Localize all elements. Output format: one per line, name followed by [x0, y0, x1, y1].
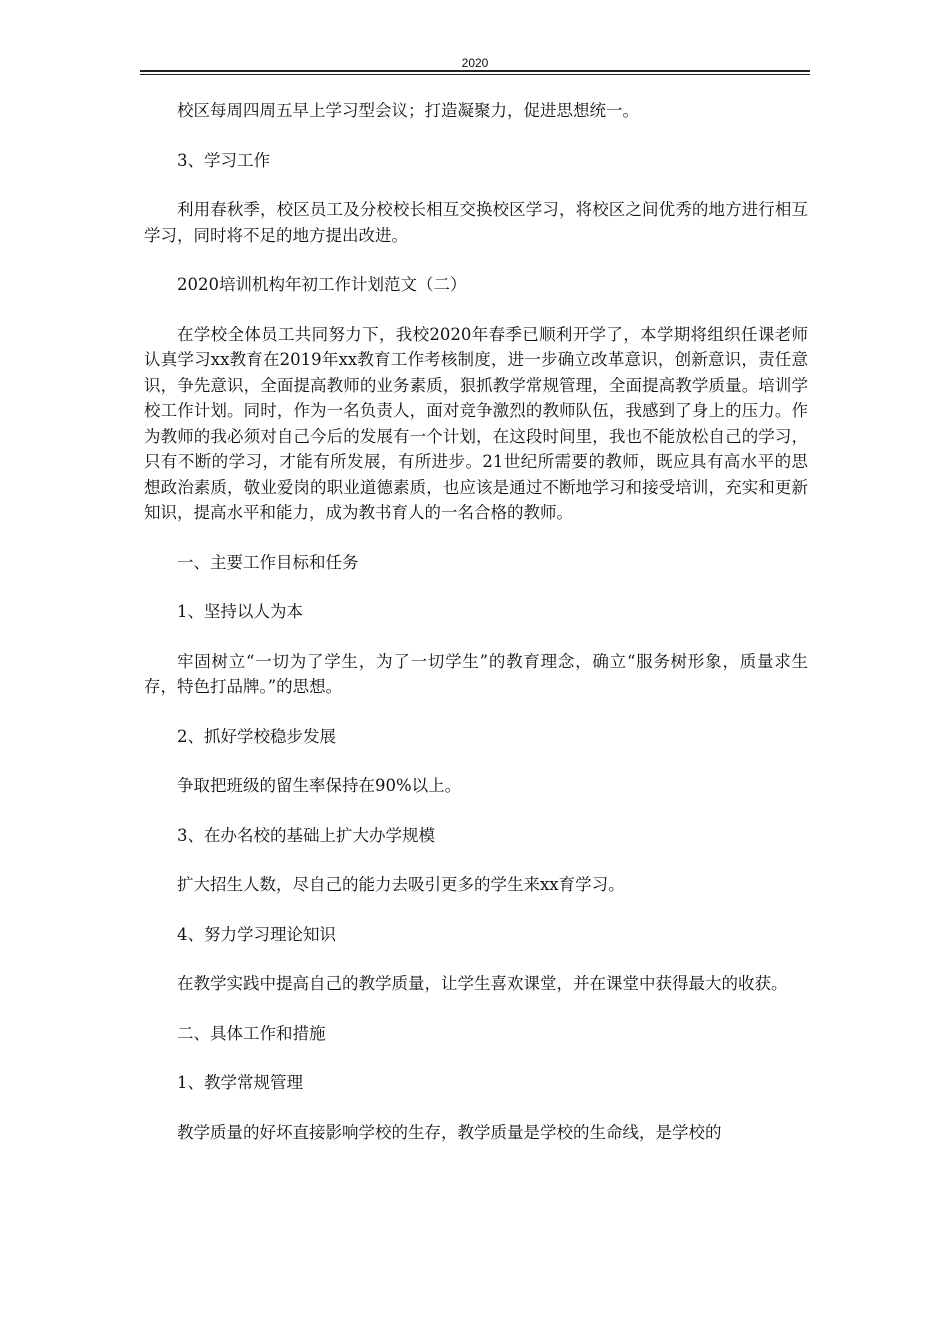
paragraph-teaching-quality: 在教学实践中提高自己的教学质量，让学生喜欢课堂，并在课堂中获得最大的收获。 [177, 974, 788, 993]
document-body [144, 98, 808, 1145]
heading-theory: 4、努力学习理论知识 [177, 924, 336, 944]
header-rule-thin [140, 74, 810, 75]
heading-main-goals: 一、主要工作目标和任务 [177, 552, 359, 572]
paragraph-philosophy: 牢固树立“一切为了学生，为了一切学生”的教育理念，确立“服务树形象，质量求生存，特色打品牌。”的思想。 [144, 651, 808, 696]
paragraph-enrollment: 扩大招生人数，尽自己的能力去吸引更多的学生来xx育学习。 [177, 875, 625, 894]
paragraph-meeting: 校区每周四周五早上学习型会议；打造凝聚力，促进思想统一。 [177, 101, 639, 120]
paragraph-retention: 争取把班级的留生率保持在90%以上。 [177, 776, 462, 795]
section-title: 2020培训机构年初工作计划范文（二） [177, 275, 467, 294]
header-rule-thick [140, 70, 810, 72]
page-header [140, 56, 810, 76]
heading-routine-management: 1、教学常规管理 [177, 1073, 303, 1092]
paragraph-quality-lifeline: 教学质量的好坏直接影响学校的生存，教学质量是学校的生命线，是学校的 [177, 1122, 722, 1142]
heading-measures: 二、具体工作和措施 [177, 1023, 326, 1043]
heading-study-work: 3、学习工作 [177, 150, 270, 170]
paragraph-exchange: 利用春秋季，校区员工及分校校长相互交换校区学习，将校区之间优秀的地方进行相互学习，同时将不足的地方提出改进。 [144, 200, 808, 245]
heading-people-first: 1、坚持以人为本 [177, 602, 303, 621]
heading-steady-development: 2、抓好学校稳步发展 [177, 726, 336, 746]
paragraph-intro: 在学校全体员工共同努力下，我校2020年春季已顺利开学了，本学期将组织任课老师认真学习xx教育在2019年xx教育工作考核制度，进一步确立改革意识，创新意识，责任意识，争先意识，全面提高教师的业务素质，狠抓教学常规管理，全面提高教学质量。培训学校工作计划。同时，作为一名负责人，面对竞争激烈的教师队伍，我感到了身上的压力。作为教师的我必须对自己今后的发展有一个计划，在这段时间里，我也不能放松自己的学习，只有不断的学习，才能有所发展，有所进步。21世纪所需要的教师，既应具有高水平的思想政治素质，敬业爱岗的职业道德素质，也应该是通过不断地学习和接受培训，充实和更新知识，提高水平和能力，成为教书育人的一名合格的教师。 [144, 324, 808, 522]
heading-expand-scale: 3、在办名校的基础上扩大办学规模 [177, 825, 435, 845]
header-year: 2020 [461, 56, 489, 70]
